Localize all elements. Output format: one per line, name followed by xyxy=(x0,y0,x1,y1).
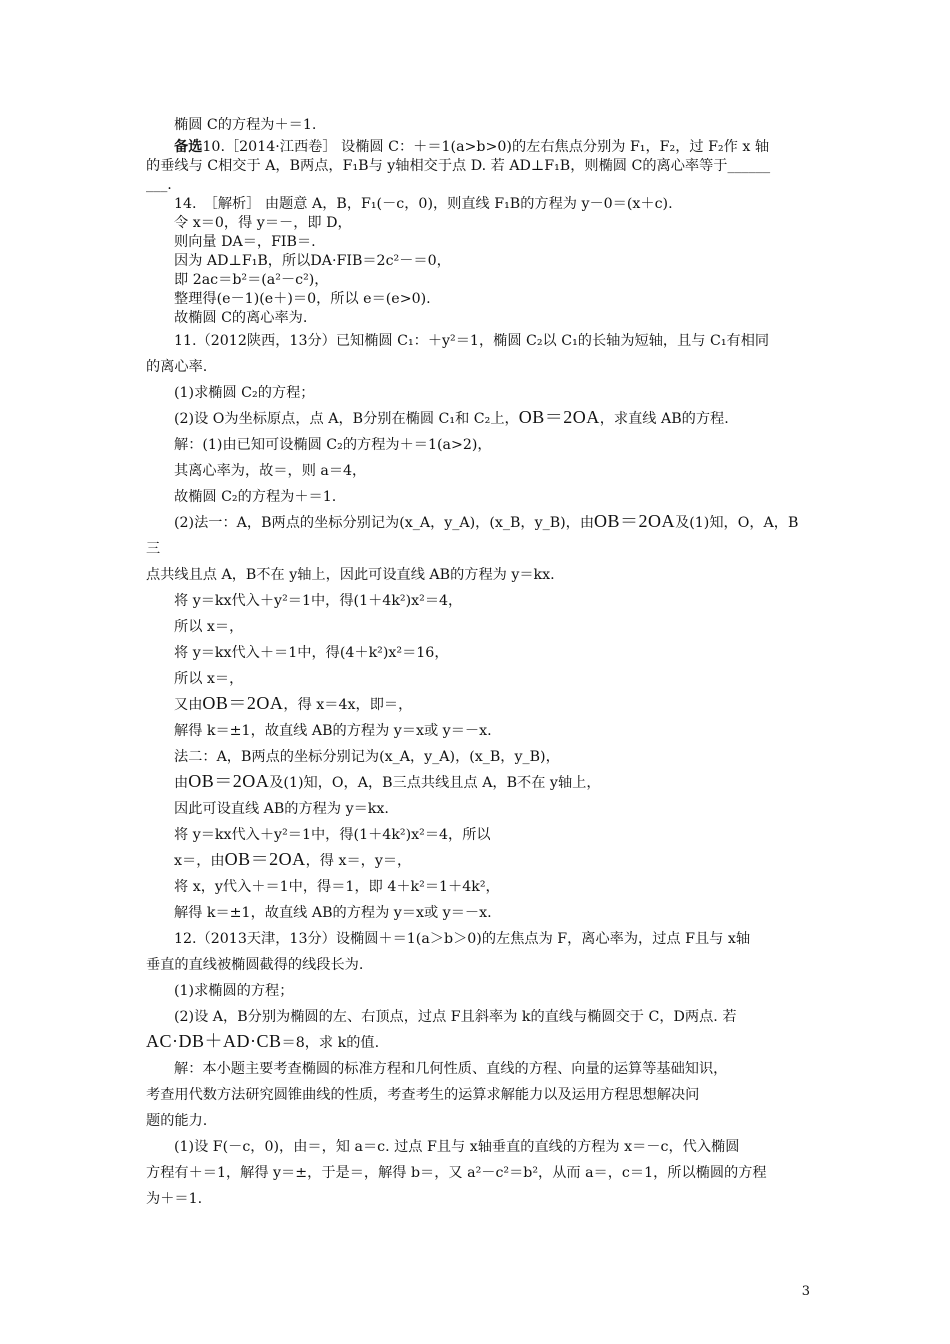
text-line: 解得 k＝±1，故直线 AB的方程为 y＝x或 y＝－x. xyxy=(174,723,492,739)
text-line: (1)设 F(－c，0)，由＝，知 a＝c. 过点 F且与 x轴垂直的直线的方程为 x＝－c，代入椭圆 xyxy=(174,1139,740,1155)
text-line: 解：本小题主要考查椭圆的标准方程和几何性质、直线的方程、向量的运算等基础知识， xyxy=(174,1061,728,1077)
text-line: 整理得(e－1)(e＋)＝0，所以 e＝(e>0). xyxy=(174,291,431,307)
document-body xyxy=(146,112,808,1212)
text-line: 将 x，y代入＋＝1中，得＝1，即 4＋k²＝1＋4k²， xyxy=(174,879,500,895)
text-line: 故椭圆 C的离心率为. xyxy=(174,310,308,326)
text-line: 所以 x＝， xyxy=(174,619,244,635)
text-line: 12.（2013天津，13分）设椭圆＋＝1(a＞b＞0)的左焦点为 F，离心率为，过点 F且与 x轴 xyxy=(174,931,751,947)
text-fragment: ，得 x＝4x，即＝， xyxy=(283,697,413,713)
text-fragment: x＝，由 xyxy=(174,853,225,869)
text-fragment: ，得 x＝，y＝， xyxy=(305,853,412,869)
text-fragment: 及(1)知，O，A，B三点共线且点 A，B不在 y轴上， xyxy=(269,775,601,791)
text-line: 为＋＝1. xyxy=(146,1191,203,1207)
text-line: (2)设 A，B分别为椭圆的左、右顶点，过点 F且斜率为 k的直线与椭圆交于 C，D两点. 若 xyxy=(174,1009,737,1025)
text-line: 因此可设直线 AB的方程为 y＝kx. xyxy=(174,801,389,817)
vector-expression: AC·DB＋AD·CB xyxy=(146,1031,282,1051)
text-line: (1)求椭圆的方程； xyxy=(174,983,294,999)
text-fragment: ＝8，求 k的值. xyxy=(281,1035,380,1051)
text-line: 因为 AD⊥F₁B，所以DA·FIB＝2c²－＝0， xyxy=(174,253,451,269)
text-line-with-vector xyxy=(146,848,808,874)
vector-expression: OB＝2OA xyxy=(594,511,676,531)
vector-expression: OB＝2OA xyxy=(518,407,600,427)
text-line: 解：(1)由已知可设椭圆 C₂的方程为＋＝1(a>2)， xyxy=(174,437,492,453)
text-line: (1)求椭圆 C₂的方程； xyxy=(174,385,315,401)
text-line-with-vector xyxy=(146,770,808,796)
text-fragment: 及(1)知，O，A，B三 xyxy=(146,515,799,557)
text-line: 椭圆 C的方程为＋＝1. xyxy=(174,117,317,133)
text-line: 解得 k＝±1，故直线 AB的方程为 y＝x或 y＝－x. xyxy=(174,905,492,921)
text-line-with-vector xyxy=(146,692,808,718)
text-line: 则向量 DA＝，FIB＝. xyxy=(174,234,316,250)
vector-expression: OB＝2OA xyxy=(202,693,284,713)
problem-10-line xyxy=(146,138,808,157)
text-line: 垂直的直线被椭圆截得的线段长为. xyxy=(146,957,364,973)
text-fragment: ，求直线 AB的方程. xyxy=(599,411,729,427)
text-fragment: 又由 xyxy=(174,697,203,713)
page-number: 3 xyxy=(801,1284,810,1299)
text-line: 点共线且点 A，B不在 y轴上，因此可设直线 AB的方程为 y＝kx. xyxy=(146,567,555,583)
text-line: 题的能力. xyxy=(146,1113,208,1129)
text-line: 11.（2012陕西，13分）已知椭圆 C₁：＋y²＝1，椭圆 C₂以 C₁的长轴为短轴，且与 C₁有相同 xyxy=(174,333,770,349)
text-fragment: (2)法一：A，B两点的坐标分别记为(x_A，y_A)，(x_B，y_B)，由 xyxy=(174,515,595,531)
bold-label: 备选 xyxy=(174,139,203,155)
vector-expression: OB＝2OA xyxy=(224,849,306,869)
text-line: 方程有＋＝1，解得 y＝±，于是＝，解得 b＝，又 a²－c²＝b²，从而 a＝，c＝1，所以椭圆的方程 xyxy=(146,1165,767,1181)
text-line: 即 2ac＝b²＝(a²－c²)， xyxy=(174,272,329,288)
text-line: 将 y＝kx代入＋＝1中，得(4＋k²)x²＝16， xyxy=(174,645,449,661)
text-line: 所以 x＝， xyxy=(174,671,244,687)
text-fragment: 由 xyxy=(174,775,189,791)
text-line: 将 y＝kx代入＋y²＝1中，得(1＋4k²)x²＝4，所以 xyxy=(174,827,491,843)
text-line: 14. ［解析］ 由题意 A，B，F₁(－c，0)，则直线 F₁B的方程为 y－0＝(x＋c). xyxy=(174,196,673,212)
text-line: 其离心率为，故＝，则 a＝4， xyxy=(174,463,367,479)
text-line: 令 x＝0，得 y＝－，即 D， xyxy=(174,215,352,231)
text-line: 将 y＝kx代入＋y²＝1中，得(1＋4k²)x²＝4， xyxy=(174,593,463,609)
text-line: 考查用代数方法研究圆锥曲线的性质，考查考生的运算求解能力以及运用方程思想解决问 xyxy=(146,1087,700,1103)
vector-expression: OB＝2OA xyxy=(188,771,270,791)
text-line-with-vector xyxy=(146,1030,808,1056)
text-fragment: (2)设 O为坐标原点，点 A，B分别在椭圆 C₁和 C₂上， xyxy=(174,411,519,427)
text-line: 法二：A，B两点的坐标分别记为(x_A，y_A)，(x_B，y_B)， xyxy=(174,749,560,765)
text-line: 的垂线与 C相交于 A，B两点，F₁B与 y轴相交于点 D. 若 AD⊥F₁B，则椭圆 C的离心率等于______ xyxy=(146,158,771,174)
text-line: 的离心率. xyxy=(146,359,208,375)
text-line: ___. xyxy=(146,177,172,193)
text-line: 故椭圆 C₂的方程为＋＝1. xyxy=(174,489,337,505)
text-line-with-vector xyxy=(146,406,808,432)
text-line: 10.［2014·江西卷］ 设椭圆 C：＋＝1(a>b>0)的左右焦点分别为 F₁，F₂，过 F₂作 x 轴 xyxy=(202,139,770,155)
text-line-with-vector xyxy=(146,510,808,562)
